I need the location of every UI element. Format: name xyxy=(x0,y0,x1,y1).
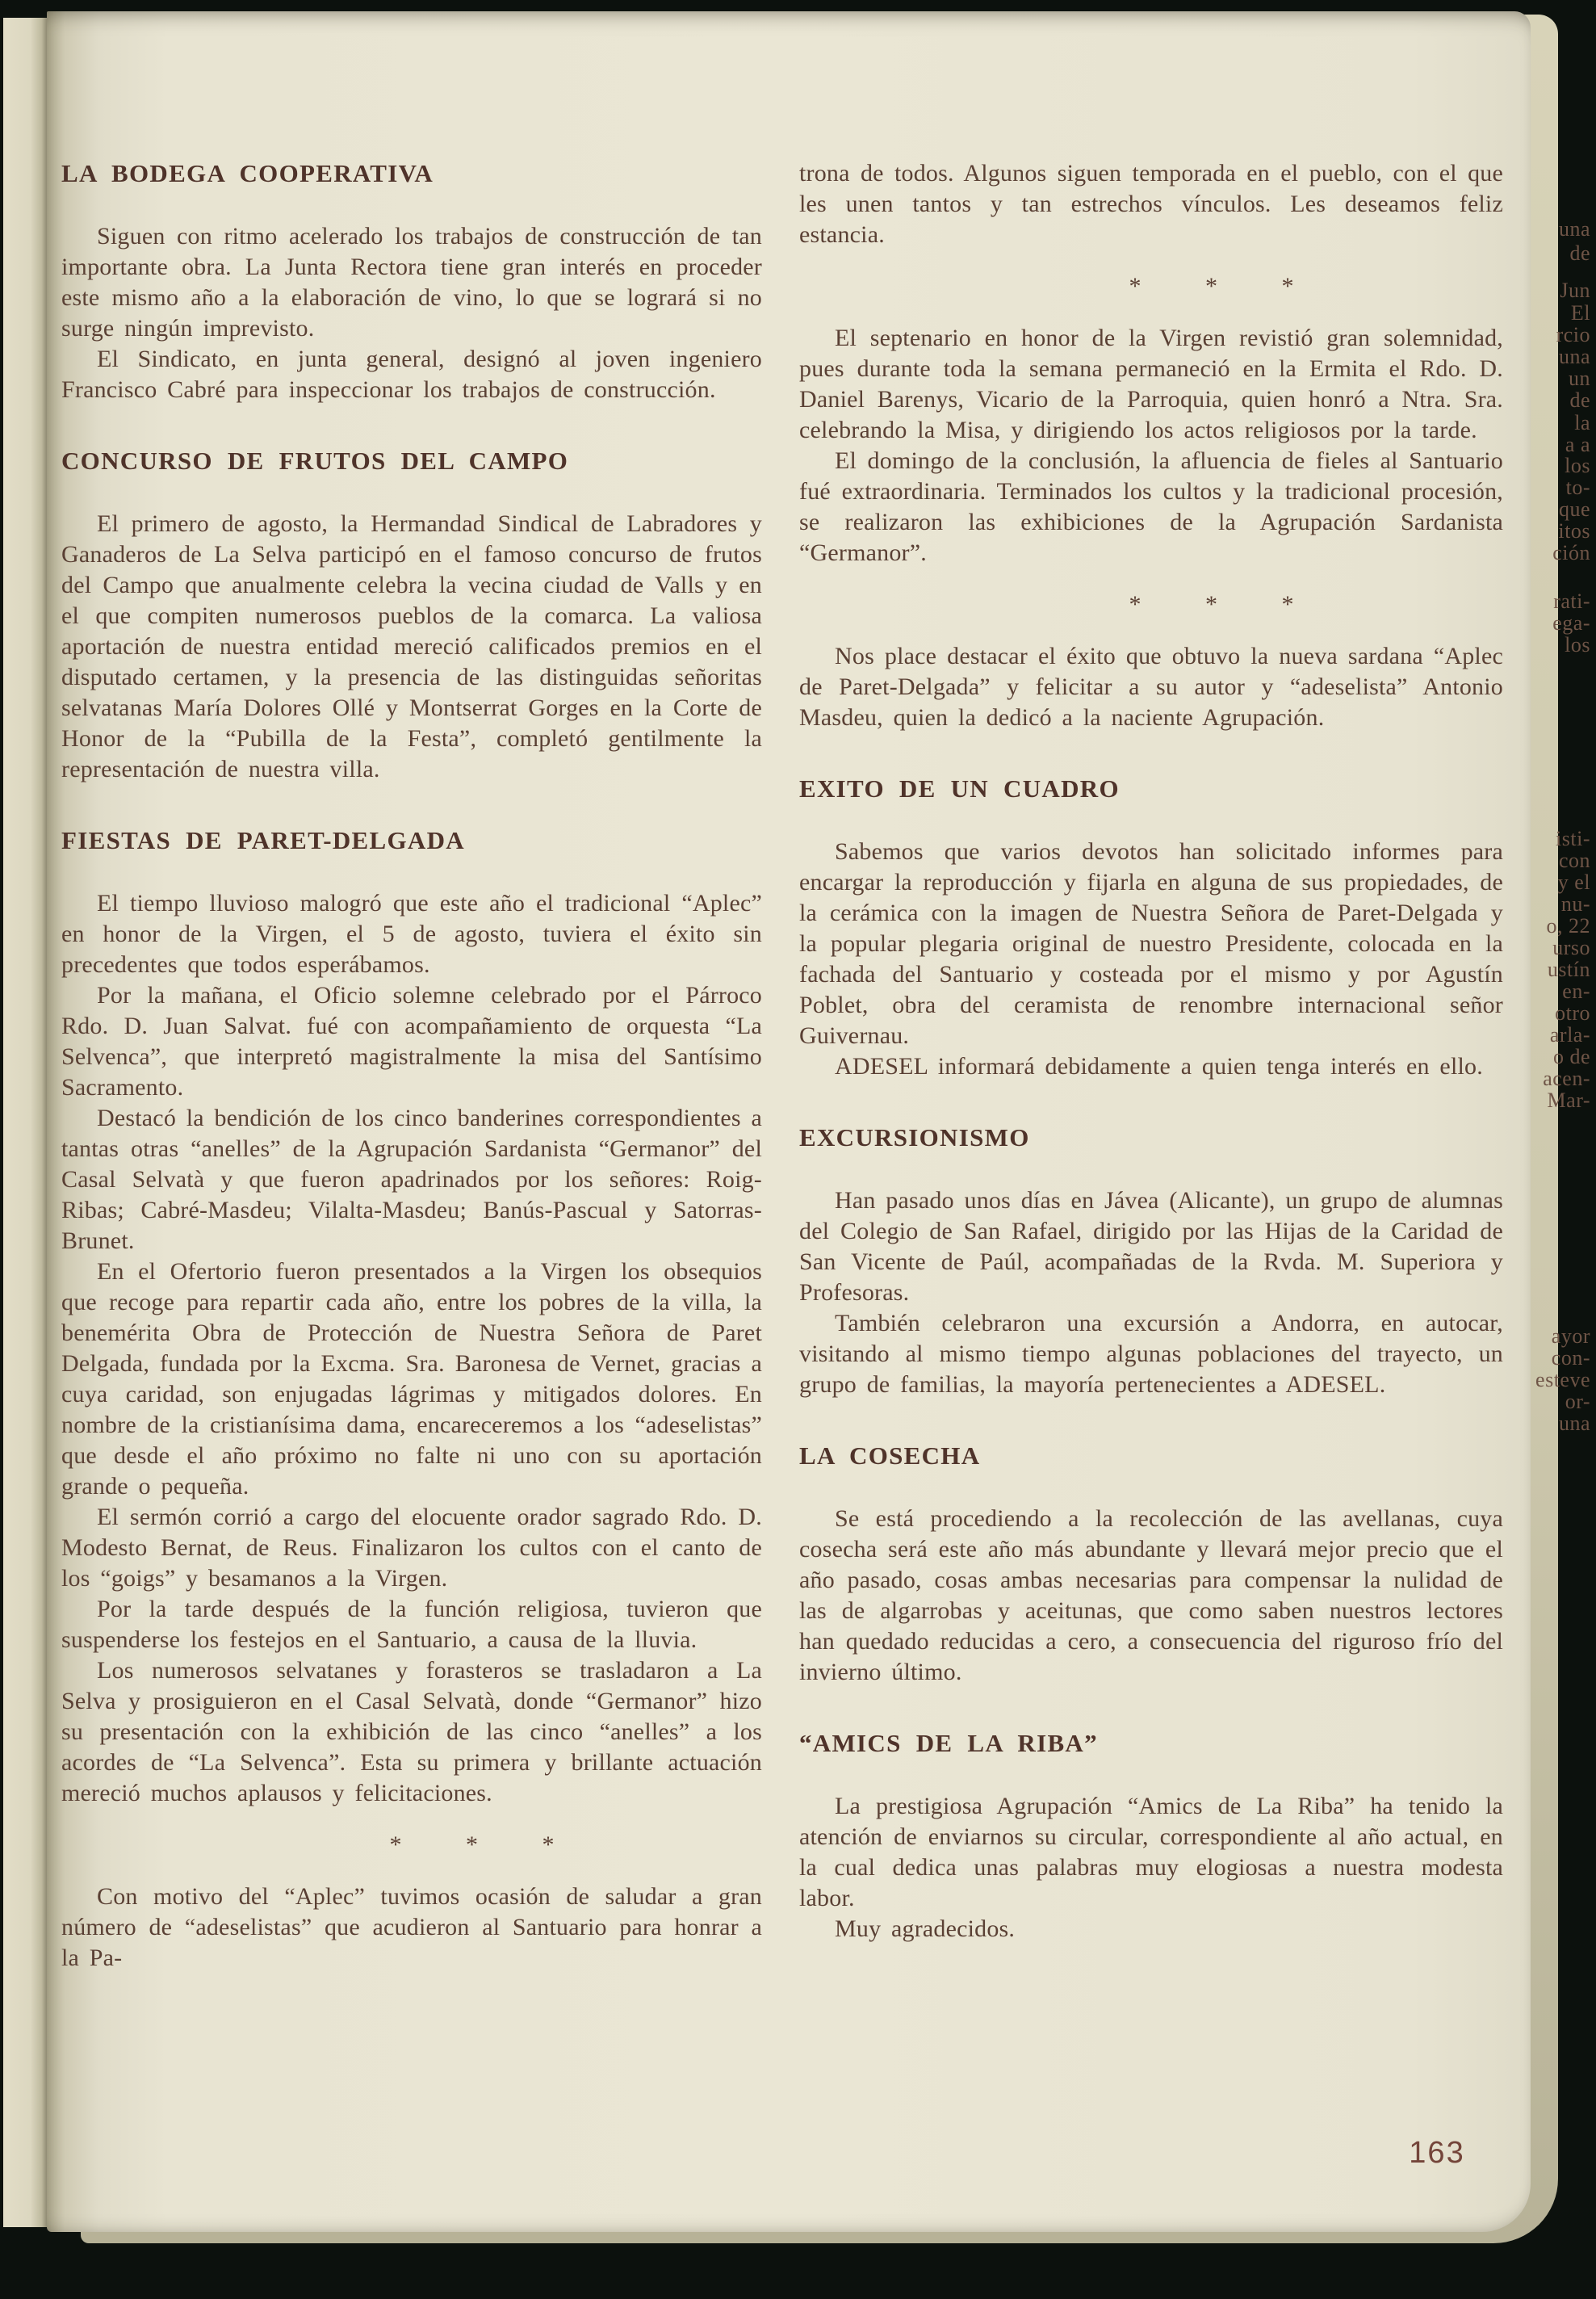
gutter-text-fragment: urso xyxy=(1552,936,1590,959)
gutter-text-fragment: con xyxy=(1558,849,1590,872)
gutter-text-fragment: El xyxy=(1570,301,1590,325)
column-left xyxy=(61,158,762,1974)
gutter-text-fragment: ayor xyxy=(1551,1324,1590,1348)
gutter-text-fragment: isti- xyxy=(1556,827,1590,850)
gutter-text-fragment: a a xyxy=(1565,433,1590,456)
paragraph: Nos place destacar el éxito que obtuvo la nueva sardana “Aplec de Paret-Delgada” y felicitar a su autor y “adeselista” Antonio Masdeu, quien la dedicó a la naciente Agrupación. xyxy=(799,643,1503,731)
paragraph: El tiempo lluvioso malogró que este año el tradicional “Aplec” en honor de la Virgen, el 5 de agosto, tuviera el éxito sin precedentes que todos esperábamos. xyxy=(61,890,762,978)
paragraph: El Sindicato, en junta general, designó al joven ingeniero Francisco Cabré para inspeccionar los trabajos de construcción. xyxy=(61,346,762,403)
gutter-text-fragment: arla- xyxy=(1549,1023,1590,1047)
paragraph: Siguen con ritmo acelerado los trabajos de construcción de tan importante obra. La Junta Rectora tiene gran interés en proceder este mismo año a la elaboración de vino, lo que se logrará si no surge ningún imprevisto. xyxy=(61,223,762,342)
gutter-text-fragment: y el xyxy=(1557,871,1590,894)
gutter-text-fragment: or- xyxy=(1565,1390,1590,1413)
section-heading: LA COSECHA xyxy=(799,1441,981,1470)
paragraph: El sermón corrió a cargo del elocuente orador sagrado Rdo. D. Modesto Bernat, de Reus. Finalizaron los cultos con el canto de los “goigs” y besamanos a la Virgen. xyxy=(61,1504,762,1592)
section-heading: FIESTAS DE PARET-DELGADA xyxy=(61,826,465,854)
gutter-text-fragment: to- xyxy=(1565,476,1590,499)
gutter-text-fragment: una xyxy=(1558,1412,1590,1435)
gutter-text-fragment: los xyxy=(1565,454,1590,477)
gutter-text-fragment: ustín xyxy=(1547,958,1590,981)
section-heading: EXCURSIONISMO xyxy=(799,1123,1030,1152)
gutter-text-fragment: Mar- xyxy=(1547,1089,1590,1112)
section-heading: EXITO DE UN CUADRO xyxy=(799,774,1120,803)
paragraph: El septenario en honor de la Virgen revistió gran solemnidad, pues durante toda la semana permaneció en la Ermita el Rdo. D. Daniel Barenys, Vicario de la Parroquia, quien honró a Ntra. Sra. celebrando la Misa, y dirigiendo los actos religiosos por la tarde. xyxy=(799,325,1503,443)
paragraph: Muy agradecidos. xyxy=(835,1915,1016,1942)
paragraph: trona de todos. Algunos siguen temporada en el pueblo, con el que les unen tantos y tan estrechos vínculos. Les deseamos feliz estancia. xyxy=(799,160,1503,248)
gutter-text-fragment: o, 22 xyxy=(1546,914,1590,938)
gutter-text-fragment: rati- xyxy=(1553,589,1590,613)
gutter-text-fragment: de xyxy=(1569,388,1590,412)
gutter-text-fragment: que xyxy=(1558,497,1590,521)
gutter-text-fragment: o de xyxy=(1552,1045,1590,1068)
two-column-text xyxy=(47,11,1531,1974)
gutter-text-fragment: los xyxy=(1565,633,1590,657)
gutter-text-fragment: con- xyxy=(1551,1346,1590,1370)
paragraph: Destacó la bendición de los cinco banderines correspondientes a tantas otras “anelles” de la Agrupación Sardanista “Germanor” del Casal Selvatà y que fueron apadrinados por los señores: Roig-Ribas; Cabré-Masdeu; Vilalta-Masdeu; Banús-Pascual y Satorras-Brunet. xyxy=(61,1105,762,1254)
paragraph: El primero de agosto, la Hermandad Sindical de Labradores y Ganaderos de La Selva participó en el famoso concurso de frutos del Campo que anualmente celebra la vecina ciudad de Valls y en el que compiten numerosos pueblos de la comarca. La valiosa aportación de nuestra entidad mereció calificados premios en el disputado certamen, y la presencia de las distinguidas señoritas selvatanas María Dolores Ollé y Montserrat Gorges en la Corte de Honor de la “Pubilla de la Festa”, completó gentilmente la representación de nuestra villa. xyxy=(61,510,762,782)
stars-separator: * * * xyxy=(1129,273,1323,300)
column-right xyxy=(799,158,1503,1974)
gutter-text-fragment: acen- xyxy=(1543,1067,1590,1090)
gutter-text-fragment: la xyxy=(1574,411,1590,434)
paragraph: La prestigiosa Agrupación “Amics de La Riba” ha tenido la atención de enviarnos su circular, correspondiente al año actual, en la cual dedica unas palabras muy elogiosas a nuestra modesta labor. xyxy=(799,1793,1503,1911)
gutter-text-fragment: una xyxy=(1558,345,1590,368)
gutter-text-fragment: Jun xyxy=(1560,279,1590,302)
gutter-text-fragment: una xyxy=(1558,217,1590,241)
gutter-text-fragment: ción xyxy=(1552,541,1590,564)
gutter-text-fragment: un xyxy=(1569,367,1590,390)
paragraph: Se está procediendo a la recolección de las avellanas, cuya cosecha será este año más abundante y llevará mejor precio que el año pasado, cosas ambas necesarias para compensar la nulidad de las de algarrobas y aceitunas, que como saben nuestros lectores han quedado reducidas a cero, a consecuencia del riguroso frío del invierno último. xyxy=(799,1505,1503,1685)
gutter-text-fragment: esteve xyxy=(1535,1368,1590,1391)
paragraph: Con motivo del “Aplec” tuvimos ocasión de saludar a gran número de “adeselistas” que acudieron al Santuario para honrar a la Pa- xyxy=(61,1883,762,1971)
gutter-text-fragment: de xyxy=(1569,241,1590,265)
paragraph: También celebraron una excursión a Andorra, en autocar, visitando al mismo tiempo algunas poblaciones del trayecto, un grupo de familias, la mayoría pertenecientes a ADESEL. xyxy=(799,1310,1503,1398)
paragraph: ADESEL informará debidamente a quien tenga interés en ello. xyxy=(835,1053,1483,1080)
stars-separator: * * * xyxy=(389,1831,584,1858)
stars-separator: * * * xyxy=(1129,591,1323,618)
paragraph: Sabemos que varios devotos han solicitado informes para encargar la reproducción y fijarla en alguna de sus propiedades, de la cerámica con la imagen de Nuestra Señora de Paret-Delgada y la popular plegaria original de nuestro Presidente, colocada en la fachada del Santuario y costeada por el mismo y por Agustín Poblet, obra del ceramista de renombre internacional señor Guivernau. xyxy=(799,838,1503,1049)
scanned-page xyxy=(47,11,1531,2232)
section-heading: “AMICS DE LA RIBA” xyxy=(799,1729,1098,1757)
gutter-text-fragment: otro xyxy=(1555,1001,1590,1025)
gutter-text-fragment: nu- xyxy=(1560,892,1590,916)
paragraph: El domingo de la conclusión, la afluencia de fieles al Santuario fué extraordinaria. Terminados los cultos y la tradicional procesión, se realizaron las exhibiciones de la Agrupación Sardanista “Germanor”. xyxy=(799,447,1503,566)
paragraph: Por la tarde después de la función religiosa, tuvieron que suspenderse los festejos en el Santuario, a causa de la lluvia. xyxy=(61,1596,762,1653)
paragraph: Por la mañana, el Oficio solemne celebrado por el Párroco Rdo. D. Juan Salvat. fué con acompañamiento de orquesta “La Selvenca”, que interpretó magistralmente la misa del Santísimo Sacramento. xyxy=(61,982,762,1101)
paragraph: Han pasado unos días en Jávea (Alicante), un grupo de alumnas del Colegio de San Rafael, dirigido por las Hijas de la Caridad de San Vicente de Paúl, acompañadas de la Rvda. M. Superiora y Profesoras. xyxy=(799,1187,1503,1306)
gutter-text-fragment: en- xyxy=(1562,980,1590,1003)
paragraph: Los numerosos selvatanes y forasteros se trasladaron a La Selva y prosiguieron en el Casal Selvatà, donde “Germanor” hizo su presentación con la exhibición de las cinco “anelles” a los acordes de “La Selvenca”. Esta su primera y brillante actuación mereció muchos aplausos y felicitaciones. xyxy=(61,1657,762,1806)
paragraph: En el Ofertorio fueron presentados a la Virgen los obsequios que recoge para repartir cada año, entre los pobres de la villa, la benemérita Obra de Protección de Nuestra Señora de Paret Delgada, fundada por la Excma. Sra. Baronesa de Vernet, gracias a cuya caridad, son enjugadas lágrimas y mitigados dolores. En nombre de la cristianísima dama, encareceremos a los “adeselistas” que desde el año próximo no falte ni uno con su aportación grande o pequeña. xyxy=(61,1258,762,1500)
gutter-text-fragment: ega- xyxy=(1552,611,1590,635)
page-number: 163 xyxy=(1409,2136,1465,2170)
gutter-text-fragment: itos xyxy=(1558,519,1590,543)
gutter-text-fragment: rcio xyxy=(1556,323,1590,346)
section-heading: CONCURSO DE FRUTOS DEL CAMPO xyxy=(61,447,569,475)
facing-page-gutter-strip xyxy=(3,18,47,2227)
section-heading: LA BODEGA COOPERATIVA xyxy=(61,159,434,187)
